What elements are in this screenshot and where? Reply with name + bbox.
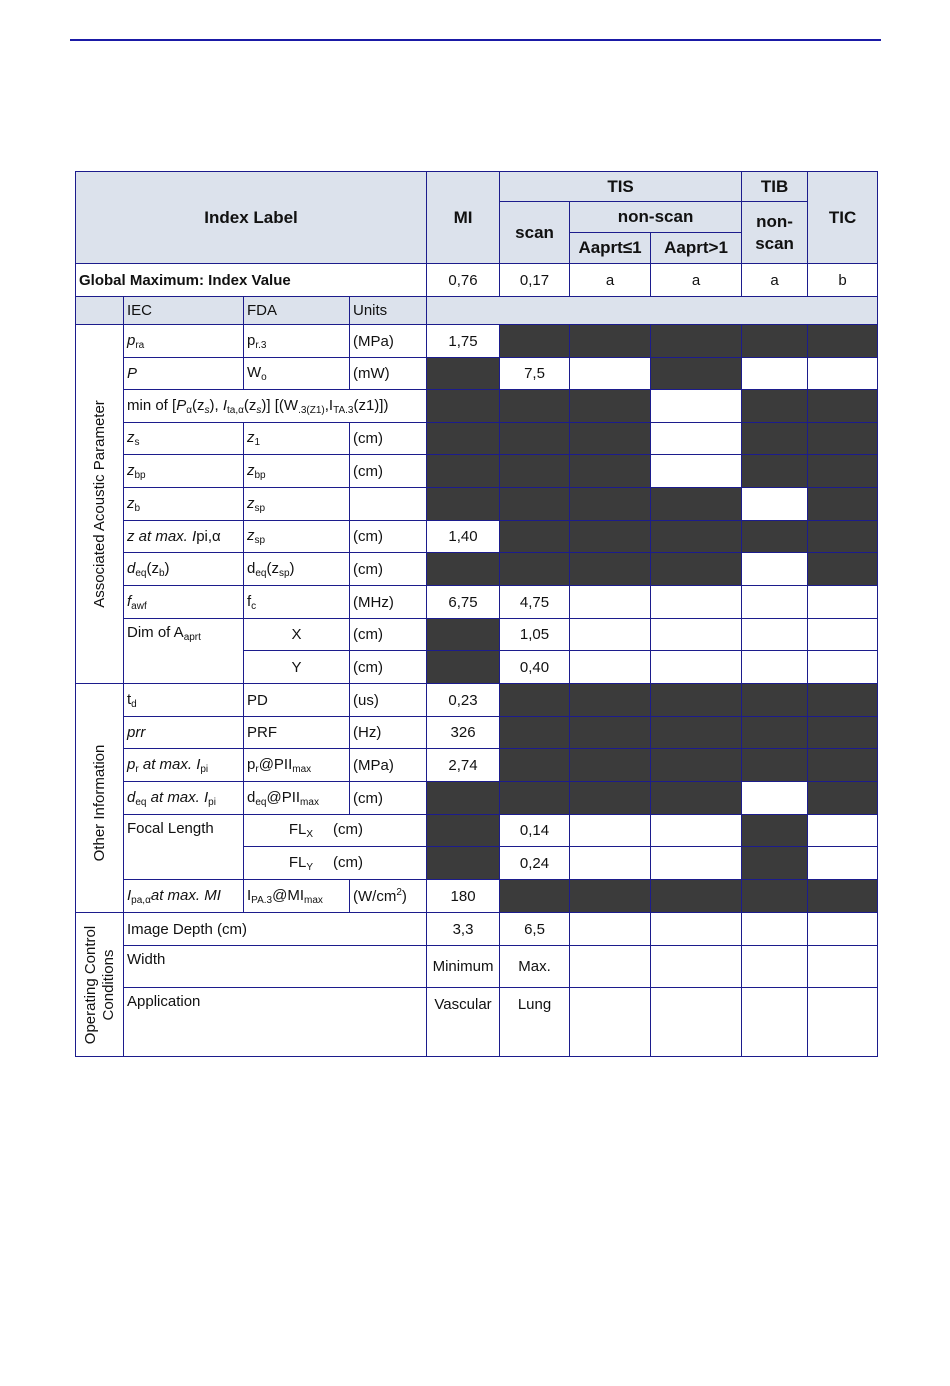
image-depth-label: Image Depth (cm) <box>124 913 427 946</box>
blank-cell <box>76 297 124 325</box>
focal-length-label: Focal Length <box>124 815 244 880</box>
na-cell <box>570 455 651 488</box>
empty-cell <box>651 847 742 880</box>
zb-units <box>350 488 427 521</box>
acoustic-output-table-wrap <box>75 171 877 1057</box>
na-cell <box>427 815 500 847</box>
td-iec: $t_d$ <box>124 684 244 717</box>
z-at-max-fda: $z_{sp}$ <box>244 521 350 553</box>
na-cell <box>427 619 500 651</box>
pr-at-max-mi: 2,74 <box>427 749 500 782</box>
zs-units: (cm) <box>350 423 427 455</box>
na-cell <box>427 390 500 423</box>
fawf-fda: $f_c$ <box>244 586 350 619</box>
application-mi: Vascular <box>427 988 500 1057</box>
fawf-units: (MHz) <box>350 586 427 619</box>
z-at-max-iec: z at max. Ipi,α <box>124 521 244 553</box>
na-cell <box>427 488 500 521</box>
index-label-header: Index Label <box>76 172 427 264</box>
section-other <box>76 684 124 913</box>
section-acoustic <box>76 325 124 684</box>
image-depth-scan: 6,5 <box>500 913 570 946</box>
empty-cell <box>570 847 651 880</box>
deq-at-max-units: (cm) <box>350 782 427 815</box>
na-cell <box>742 455 808 488</box>
zb-fda: $z_{sp}$ <box>244 488 350 521</box>
empty-cell <box>808 619 878 651</box>
na-cell <box>570 717 651 749</box>
dim-aprt-label: Dim of $A_{aprt}$ <box>124 619 244 684</box>
p-units: (mW) <box>350 358 427 390</box>
na-cell <box>570 749 651 782</box>
empty-cell <box>742 782 808 815</box>
empty-cell <box>808 358 878 390</box>
ipa-iec: $I_{pa,\alpha}at$ max. MI <box>124 880 244 913</box>
pr-at-max-fda: $p_r@PII_{max}$ <box>244 749 350 782</box>
zbp-iec: $z_{bp}$ <box>124 455 244 488</box>
tib-non-label: non- <box>756 211 793 231</box>
empty-cell <box>570 815 651 847</box>
application-label: Application <box>124 988 427 1057</box>
na-cell <box>651 749 742 782</box>
empty-cell <box>651 619 742 651</box>
na-cell <box>742 749 808 782</box>
na-cell <box>570 488 651 521</box>
width-scan: Max. <box>500 946 570 988</box>
empty-cell <box>570 651 651 684</box>
na-cell <box>500 455 570 488</box>
na-cell <box>500 553 570 586</box>
zs-fda: $z_1$ <box>244 423 350 455</box>
application-scan: Lung <box>500 988 570 1057</box>
tis-header: TIS <box>500 172 742 202</box>
na-cell <box>808 390 878 423</box>
zbp-fda: $z_{bp}$ <box>244 455 350 488</box>
empty-cell <box>570 586 651 619</box>
dim-y-scan: 0,40 <box>500 651 570 684</box>
scan-header: scan <box>500 202 570 264</box>
section-other-label: Other Information <box>90 744 108 861</box>
deq-at-max-iec: $d_{eq}$ at max. $I_{pi}$ <box>124 782 244 815</box>
fda-col-head: FDA <box>244 297 350 325</box>
na-cell <box>570 521 651 553</box>
aaprt-gt1-header: Aaprt>1 <box>651 233 742 264</box>
dim-x-units: (cm) <box>350 619 427 651</box>
na-cell <box>651 325 742 358</box>
na-cell <box>808 455 878 488</box>
min-of-label: min of [$P_\alpha(z_s)$, $I_{ta,\alpha}(z_s)$] $[(W_{.3(Z1)},I_{TA.3}(z1)])$ <box>124 390 427 423</box>
na-cell <box>808 553 878 586</box>
empty-cell <box>808 946 878 988</box>
empty-cell <box>651 423 742 455</box>
na-cell <box>500 325 570 358</box>
global-max-tic: b <box>808 264 878 297</box>
empty-cell <box>570 988 651 1057</box>
na-cell <box>742 521 808 553</box>
td-mi: 0,23 <box>427 684 500 717</box>
na-cell <box>742 325 808 358</box>
iec-col-head: IEC <box>124 297 244 325</box>
na-cell <box>651 358 742 390</box>
zbp-units: (cm) <box>350 455 427 488</box>
fly-scan: 0,24 <box>500 847 570 880</box>
na-cell <box>500 717 570 749</box>
dim-y-units: (cm) <box>350 651 427 684</box>
na-cell <box>570 684 651 717</box>
deq-units: (cm) <box>350 553 427 586</box>
prr-units: (Hz) <box>350 717 427 749</box>
pr-at-max-units: (MPa) <box>350 749 427 782</box>
na-cell <box>500 749 570 782</box>
empty-cell <box>808 815 878 847</box>
na-cell <box>742 847 808 880</box>
fawf-scan: 4,75 <box>500 586 570 619</box>
zs-iec: $z_s$ <box>124 423 244 455</box>
na-cell <box>808 423 878 455</box>
na-cell <box>427 651 500 684</box>
z-at-max-units: (cm) <box>350 521 427 553</box>
acoustic-output-table <box>75 171 878 1057</box>
na-cell <box>808 782 878 815</box>
na-cell <box>570 325 651 358</box>
prr-mi: 326 <box>427 717 500 749</box>
na-cell <box>500 684 570 717</box>
section-acoustic-label: Associated Acoustic Parameter <box>90 400 108 608</box>
units-col-head: Units <box>350 297 427 325</box>
empty-cell <box>742 619 808 651</box>
na-cell <box>808 880 878 913</box>
na-cell <box>742 880 808 913</box>
tib-header: TIB <box>742 172 808 202</box>
empty-cell <box>651 913 742 946</box>
empty-cell <box>808 586 878 619</box>
empty-cell <box>651 815 742 847</box>
ipa-mi: 180 <box>427 880 500 913</box>
na-cell <box>742 717 808 749</box>
empty-cell <box>742 488 808 521</box>
na-cell <box>651 717 742 749</box>
empty-cell <box>742 586 808 619</box>
empty-cell <box>570 946 651 988</box>
z-at-max-mi: 1,40 <box>427 521 500 553</box>
na-cell <box>500 488 570 521</box>
na-cell <box>500 880 570 913</box>
na-cell <box>427 847 500 880</box>
na-cell <box>500 521 570 553</box>
na-cell <box>742 684 808 717</box>
dim-y-label: Y <box>244 651 350 684</box>
empty-cell <box>651 455 742 488</box>
na-cell <box>570 782 651 815</box>
empty-cell <box>742 946 808 988</box>
na-cell <box>570 423 651 455</box>
na-cell <box>808 488 878 521</box>
na-cell <box>651 521 742 553</box>
pra-fda: $p_{r.3}$ <box>244 325 350 358</box>
na-cell <box>427 782 500 815</box>
empty-cell <box>742 913 808 946</box>
na-cell <box>651 684 742 717</box>
global-max-scan: 0,17 <box>500 264 570 297</box>
na-cell <box>570 553 651 586</box>
deq-fda: $d_{eq}(z_{sp})$ <box>244 553 350 586</box>
na-cell <box>651 782 742 815</box>
p-fda: $W_o$ <box>244 358 350 390</box>
pra-iec: $p_{ra}$ <box>124 325 244 358</box>
empty-cell <box>651 988 742 1057</box>
top-rule <box>70 39 881 41</box>
empty-cell <box>570 619 651 651</box>
empty-cell <box>742 651 808 684</box>
width-mi: Minimum <box>427 946 500 988</box>
global-max-mi: 0,76 <box>427 264 500 297</box>
global-max-label: Global Maximum: Index Value <box>76 264 427 297</box>
zb-iec: $z_b$ <box>124 488 244 521</box>
na-cell <box>808 717 878 749</box>
flx-scan: 0,14 <box>500 815 570 847</box>
section-operating <box>76 913 124 1057</box>
aaprt-le1-header: Aaprt≤1 <box>570 233 651 264</box>
na-cell <box>651 553 742 586</box>
non-scan-header: non-scan <box>570 202 742 233</box>
na-cell <box>500 782 570 815</box>
td-fda: PD <box>244 684 350 717</box>
empty-cell <box>570 913 651 946</box>
deq-at-max-fda: $d_{eq}@PII_{max}$ <box>244 782 350 815</box>
empty-cell <box>570 358 651 390</box>
empty-cell <box>651 651 742 684</box>
na-cell <box>742 390 808 423</box>
prr-fda: PRF <box>244 717 350 749</box>
na-cell <box>500 390 570 423</box>
pr-at-max-iec: $p_r$ at max. $I_{pi}$ <box>124 749 244 782</box>
empty-cell <box>742 988 808 1057</box>
global-max-aaprt-le1: a <box>570 264 651 297</box>
na-cell <box>651 488 742 521</box>
p-scan: 7,5 <box>500 358 570 390</box>
na-cell <box>808 749 878 782</box>
flx-label: $FL_X$ (cm) <box>244 815 427 847</box>
global-max-aaprt-gt1: a <box>651 264 742 297</box>
empty-cell <box>808 988 878 1057</box>
ipa-fda: $I_{PA.3}@MI_{max}$ <box>244 880 350 913</box>
fawf-mi: 6,75 <box>427 586 500 619</box>
pra-units: (MPa) <box>350 325 427 358</box>
empty-cell <box>808 651 878 684</box>
na-cell <box>570 390 651 423</box>
na-cell <box>808 684 878 717</box>
tib-scan-label: scan <box>755 233 794 253</box>
na-cell <box>427 423 500 455</box>
dim-x-scan: 1,05 <box>500 619 570 651</box>
tib-non-scan-header <box>742 202 808 264</box>
empty-cell <box>651 390 742 423</box>
td-units: (us) <box>350 684 427 717</box>
width-label: Width <box>124 946 427 988</box>
fawf-iec: $f_{awf}$ <box>124 586 244 619</box>
p-iec: P <box>124 358 244 390</box>
global-max-tib: a <box>742 264 808 297</box>
image-depth-mi: 3,3 <box>427 913 500 946</box>
deq-iec: $d_{eq}(z_b)$ <box>124 553 244 586</box>
fly-label: $FL_Y$ (cm) <box>244 847 427 880</box>
na-cell <box>742 423 808 455</box>
tic-header: TIC <box>808 172 878 264</box>
pra-mi: 1,75 <box>427 325 500 358</box>
blank-band <box>427 297 878 325</box>
empty-cell <box>651 946 742 988</box>
prr-iec: prr <box>124 717 244 749</box>
na-cell <box>808 521 878 553</box>
na-cell <box>808 325 878 358</box>
na-cell <box>427 358 500 390</box>
na-cell <box>570 880 651 913</box>
na-cell <box>651 880 742 913</box>
empty-cell <box>651 586 742 619</box>
empty-cell <box>742 358 808 390</box>
empty-cell <box>808 913 878 946</box>
na-cell <box>427 455 500 488</box>
dim-x-label: X <box>244 619 350 651</box>
na-cell <box>742 815 808 847</box>
na-cell <box>500 423 570 455</box>
section-operating-label: Operating Control Conditions <box>81 925 117 1044</box>
mi-header: MI <box>427 172 500 264</box>
empty-cell <box>742 553 808 586</box>
na-cell <box>427 553 500 586</box>
empty-cell <box>808 847 878 880</box>
ipa-units: $(W/cm^2)$ <box>350 880 427 913</box>
